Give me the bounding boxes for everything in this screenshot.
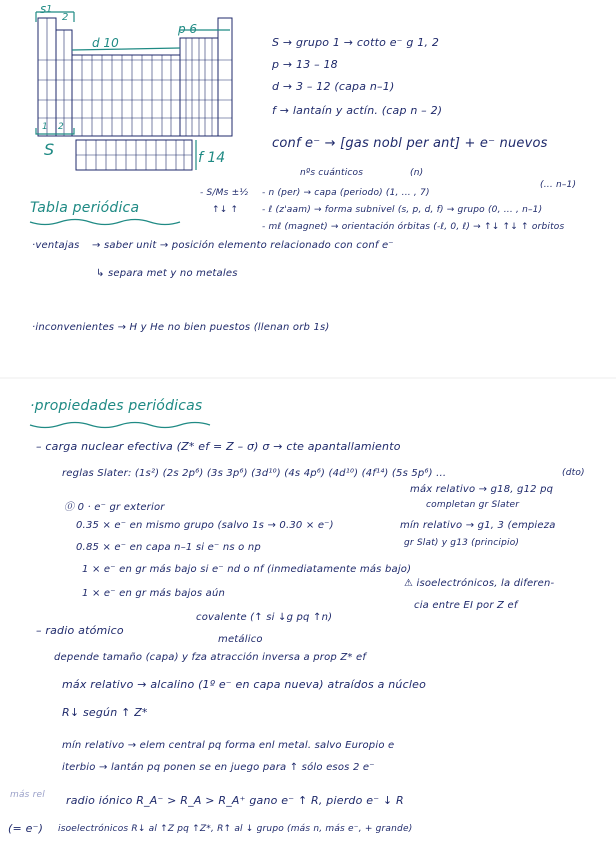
quantum-range-note: (... n–1): [540, 180, 577, 190]
radio-types-2: metálico: [218, 634, 263, 645]
iso-line: isoelectrónicos R↓ al ↑Z pq ↑Z*, R↑ al ↓ grupo (más n, más e⁻, + grande): [58, 824, 413, 834]
r-down: R↓ según ↑ Z*: [62, 706, 148, 719]
ventaja-1: → saber unit → posición elemento relacionado con conf e⁻: [92, 240, 394, 251]
max-rel-2: completan gr Slater: [426, 500, 520, 510]
quantum-header: nºs cuánticos: [300, 168, 364, 178]
block-s-bottom-label: S: [44, 140, 55, 159]
title-underline-2: [30, 423, 210, 428]
quantum-spin: - S/Ms ±½: [200, 188, 249, 198]
quantum-ml-line: - mℓ (magnet) → orientación órbitas (-ℓ, 0, ℓ) → ↑↓ ↑↓ ↑ orbitos: [262, 222, 565, 232]
block-note-p: p → 13 – 18: [272, 58, 338, 71]
zef-line: – carga nuclear efectiva (Z* ef = Z – σ) σ → cte apantallamiento: [36, 440, 401, 453]
col-1b-label: 1: [42, 122, 48, 132]
block-note-f: f → lantaín y actín. (cap n – 2): [272, 104, 443, 117]
dto-note: (dto): [562, 468, 585, 478]
col-2-label: 2: [62, 12, 69, 23]
min-rel-2: gr Slat) y g13 (principio): [404, 538, 520, 548]
inconvenientes: ·inconvenientes → H y He no bien puestos (llenan orb 1s): [32, 322, 330, 333]
col-2b-label: 2: [58, 122, 64, 132]
warning-note: ⚠ isoelectrónicos, la diferen-: [404, 578, 555, 589]
quantum-l-label: ↑↓ ↑: [212, 205, 239, 215]
slater-rule-4: 1 × e⁻ en gr más bajos aún: [82, 588, 226, 599]
block-f-label: f 14: [198, 150, 226, 166]
ventaja-2: ↳ separa met y no metales: [96, 268, 238, 279]
margin-note: más rel: [10, 790, 45, 800]
slater-rule-1: 0.35 × e⁻ en mismo grupo (salvo 1s → 0.30 × e⁻): [76, 520, 334, 531]
min-relativo: mín relativo → elem central pq forma enl metal. salvo Europio e: [62, 740, 395, 751]
quantum-l-line: - ℓ (z'aam) → forma subnivel (s, p, d, f) → grupo (0, ... , n–1): [262, 205, 543, 215]
slater-rule-3: 1 × e⁻ en gr más bajo si e⁻ nd o nf (inmediatamente más bajo): [82, 564, 412, 575]
iso-prefix: (= e⁻): [8, 822, 44, 835]
radio-types: covalente (↑ si ↓g pq ↑n): [196, 612, 333, 623]
radio-depende: depende tamaño (capa) y fza atracción inversa a prop Z* ef: [54, 652, 367, 663]
slater-line: reglas Slater: (1s²) (2s 2p⁶) (3s 3p⁶) (3d¹⁰) (4s 4p⁶) (4d¹⁰) (4f¹⁴) (5s 5p⁶) ...: [62, 468, 447, 479]
iterbio: iterbio → lantán pq ponen se en juego para ↑ sólo esos 2 e⁻: [62, 762, 375, 773]
col-1-label: 1: [46, 4, 53, 15]
block-note-s: S → grupo 1 → cotto e⁻ g 1, 2: [272, 36, 440, 49]
radio-ionico: radio iónico R_A⁻ > R_A > R_A⁺ gano e⁻ ↑ R, pierdo e⁻ ↓ R: [66, 794, 404, 807]
block-p-label: p 6: [178, 22, 198, 36]
ventajas-label: ·ventajas: [32, 240, 80, 251]
title-underline-1: [30, 220, 180, 225]
slater-rule-0: ⓪ 0 · e⁻ gr exterior: [64, 502, 165, 513]
slater-rule-2: 0.85 × e⁻ en capa n–1 si e⁻ ns o np: [76, 542, 261, 553]
block-note-d: d → 3 – 12 (capa n–1): [272, 80, 395, 93]
block-s-label: s: [40, 2, 47, 16]
config-note: conf e⁻ → [gas nobl per ant] + e⁻ nuevos: [272, 136, 548, 151]
quantum-n-line: - n (per) → capa (periodo) (1, ... , 7): [262, 188, 430, 198]
section-title-propiedades: ·propiedades periódicas: [30, 398, 203, 414]
warning-note-2: cia entre EI por Z ef: [414, 600, 518, 611]
max-relativo: máx relativo → alcalino (1º e⁻ en capa nueva) atraídos a núcleo: [62, 678, 426, 691]
noble-gas-col: [218, 18, 232, 136]
radio-atomico: – radio atómico: [36, 624, 124, 637]
quantum-n-label: (n): [410, 168, 424, 178]
d-bracket: [72, 48, 180, 50]
section-title-tabla: Tabla periódica: [30, 200, 140, 216]
max-rel: máx relativo → g18, g12 pq: [410, 484, 554, 495]
min-rel: mín relativo → g1, 3 (empieza: [400, 520, 556, 531]
block-d-label: d 10: [92, 36, 119, 50]
d-block: [72, 55, 180, 136]
